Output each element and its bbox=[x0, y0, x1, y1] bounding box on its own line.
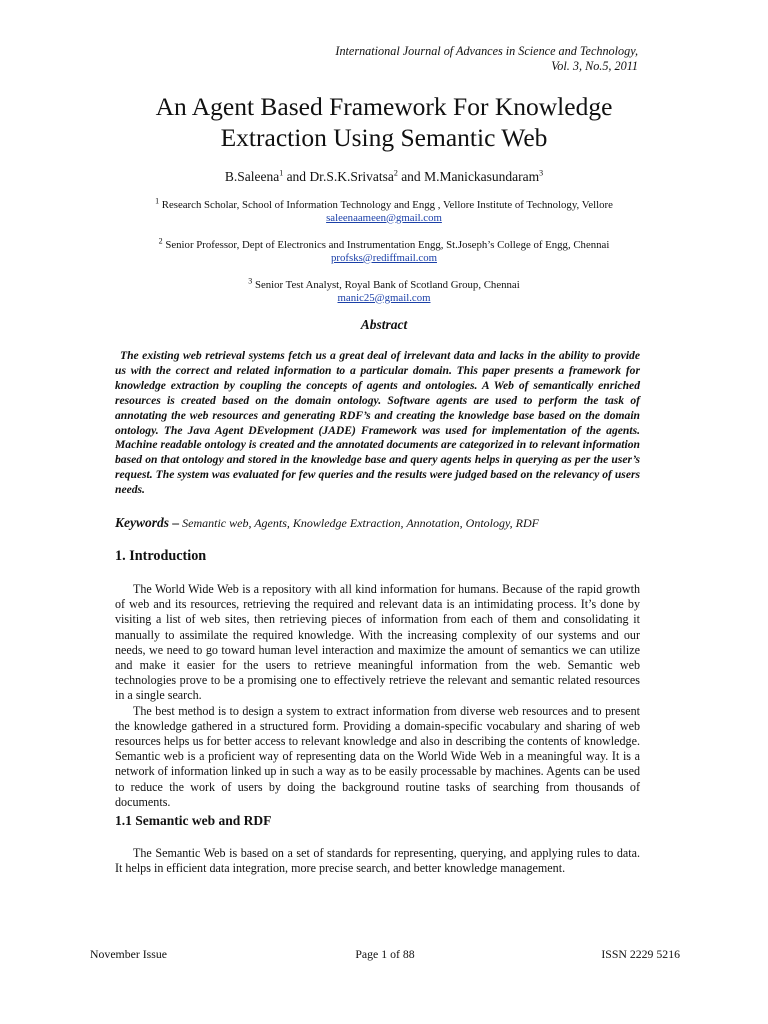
keywords-label: Keywords – bbox=[115, 515, 180, 530]
paragraph: The Semantic Web is based on a set of standards for representing, querying, and applying rules to data. It helps in efficient data integration, more precise search, and better knowledge management. bbox=[115, 846, 640, 876]
author-separator: and bbox=[397, 169, 425, 184]
abstract-heading: Abstract bbox=[360, 317, 408, 332]
affiliation-2 bbox=[0, 236, 768, 264]
affiliation-text: Senior Test Analyst, Royal Bank of Scotland Group, Chennai bbox=[252, 279, 520, 291]
affiliation-marker: 1 bbox=[155, 196, 160, 206]
paper-title bbox=[0, 91, 768, 153]
footer-issn: ISSN 2229 5216 bbox=[601, 947, 680, 961]
author-name: Dr.S.K.Srivatsa bbox=[309, 169, 394, 184]
section-heading-introduction: 1. Introduction bbox=[115, 548, 207, 564]
paper-title-line2: Extraction Using Semantic Web bbox=[220, 123, 548, 152]
author-affil-marker: 1 bbox=[279, 168, 284, 178]
abstract-body: The existing web retrieval systems fetch us a great deal of irrelevant data and lacks in the ability to provide us with the correct and related information to a particular domain. This paper presents a framework for knowledge extraction by coupling the concepts of agents and ontologies. A Web of semantically enriched resources is created based on the domain ontology. Software agents are used to perform the task of annotating the web resources and generating RDF’s and creating the knowledge base based on the domain ontology. The Java Agent DEvelopment (JADE) Framework was used for implementation of the agents. Machine readable ontology is created and the annotated documents are categorized in to relevant information based on that ontology and stored in the knowledge base and query agents helps in querying as per the user’s request. The system was evaluated for few queries and the results were judged based on the relevancy of users needs. bbox=[115, 349, 640, 497]
author-name: M.Manickasundaram bbox=[424, 169, 540, 184]
section-heading-semantic-web-rdf: 1.1 Semantic web and RDF bbox=[115, 813, 272, 828]
author-affil-marker: 3 bbox=[539, 168, 544, 178]
keywords-line bbox=[115, 515, 655, 531]
author-email-link[interactable]: profsks@rediffmail.com bbox=[331, 251, 437, 264]
affiliation-text: Research Scholar, School of Information Technology and Engg , Vellore Institute of Technology, Vellore bbox=[159, 199, 613, 211]
keywords-list: Semantic web, Agents, Knowledge Extraction, Annotation, Ontology, RDF bbox=[179, 516, 539, 530]
footer-page-number: Page 1 of 88 bbox=[355, 947, 415, 961]
paragraph: The best method is to design a system to extract information from diverse web resources and to present the knowledge gathered in a structured form. Providing a domain-specific vocabulary and sharing of web resources helps us for better access to relevant knowledge and also in describing the contents of knowledge. Semantic web is a proficient way of representing data on the World Wide Web in a meaningful way. It is a network of information linked up in such a way as to be easily processable by machines. Agents can be used to reduce the work of users by doing the background routine tasks of searching from thousands of documents. bbox=[115, 703, 640, 809]
author-list bbox=[0, 169, 768, 185]
author-email-link[interactable]: manic25@gmail.com bbox=[337, 291, 431, 304]
affiliation-text: Senior Professor, Dept of Electronics and Instrumentation Engg, St.Joseph’s College of Engg, Chennai bbox=[162, 239, 610, 251]
paper-title-line1: An Agent Based Framework For Knowledge bbox=[155, 92, 613, 121]
affiliation-marker: 2 bbox=[158, 236, 163, 246]
affiliation-1 bbox=[0, 196, 768, 224]
author-affil-marker: 2 bbox=[393, 168, 398, 178]
journal-header bbox=[335, 44, 638, 73]
paragraph: The World Wide Web is a repository with all kind information for humans. Because of the rapid growth of web and its resources, retrieving the required and relevant data is an intimidating process. It’s done by visiting a list of web sites, then retrieving pieces of information from each of them and consolidating it manually to assimilate the required knowledge. With the increasing complexity of our systems and our needs, we need to go toward human level interaction and maximize the amount of semantics we can utilize and make it easier for the users to retrieve meaningful information from the web. Semantic web technologies prove to be a promising one to effectively retrieve the relevant and semantic related resources in a single search. bbox=[115, 582, 640, 703]
footer-issue: November Issue bbox=[90, 947, 167, 961]
journal-name: International Journal of Advances in Science and Technology, bbox=[335, 44, 638, 58]
author-email-link[interactable]: saleenaameen@gmail.com bbox=[326, 211, 442, 224]
journal-volume: Vol. 3, No.5, 2011 bbox=[551, 58, 638, 73]
affiliation-marker: 3 bbox=[248, 276, 253, 286]
author-name: B.Saleena bbox=[224, 169, 280, 184]
introduction-body bbox=[115, 582, 640, 810]
author-separator: and bbox=[283, 169, 310, 184]
semantic-web-rdf-body bbox=[115, 846, 640, 876]
affiliation-3 bbox=[0, 276, 768, 304]
